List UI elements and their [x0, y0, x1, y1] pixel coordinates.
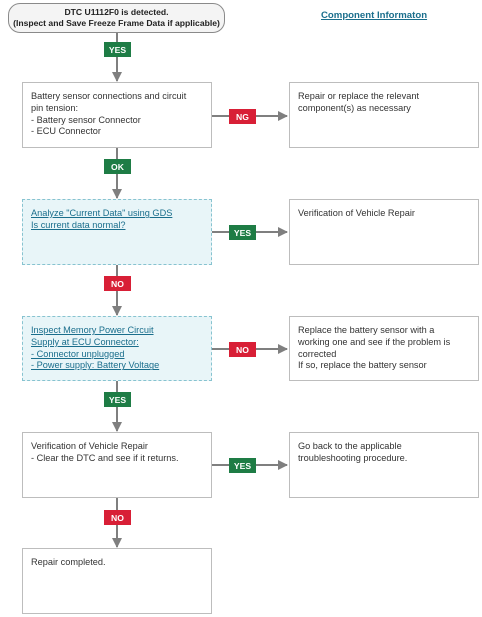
step3-link[interactable]: Inspect Memory Power Circuit	[31, 325, 154, 335]
step4-line: - Clear the DTC and see if it returns.	[31, 452, 179, 463]
step2-current-data-box	[22, 199, 212, 265]
step2-result-line: Verification of Vehicle Repair	[298, 208, 415, 218]
start-line-2: (Inspect and Save Freeze Frame Data if applicable)	[13, 18, 220, 28]
step1-inspection-box	[22, 82, 212, 148]
step3-result-line: If so, replace the battery sensor	[298, 360, 427, 371]
step1-line: - ECU Connector	[31, 126, 101, 137]
step1-result-line: Repair or replace the relevant	[298, 91, 420, 101]
step3-result-line: working one and see if the problem is	[298, 336, 451, 347]
step2-link[interactable]: Is current data normal?	[31, 219, 126, 230]
step1-result-box	[289, 82, 479, 148]
step5-repair-completed-box	[22, 548, 212, 614]
yes-badge: YES	[229, 225, 256, 240]
no-badge: NO	[104, 510, 131, 525]
ng-badge: NG	[229, 109, 256, 124]
step3-result-box	[289, 316, 479, 381]
step1-result-line: component(s) as necessary	[298, 102, 411, 113]
step1-line: Battery sensor connections and circuit	[31, 91, 187, 101]
component-information-link[interactable]: Component Informaton	[321, 10, 428, 21]
step4-line: Verification of Vehicle Repair	[31, 441, 148, 451]
yes-badge: YES	[104, 42, 131, 57]
ok-badge: OK	[104, 159, 131, 174]
start-node-dtc-detected	[8, 3, 225, 33]
step1-line: - Battery sensor Connector	[31, 114, 141, 125]
step3-link[interactable]: Supply at ECU Connector:	[31, 336, 139, 347]
step4-verification-box	[22, 432, 212, 498]
step3-link[interactable]: - Power supply: Battery Voltage	[31, 360, 160, 371]
yes-badge: YES	[104, 392, 131, 407]
step3-link[interactable]: - Connector unplugged	[31, 348, 125, 359]
step2-link[interactable]: Analyze "Current Data" using GDS	[31, 208, 173, 218]
step1-line: pin tension:	[31, 102, 78, 113]
step3-memory-power-box	[22, 316, 212, 381]
step3-result-line: corrected	[298, 348, 337, 359]
step2-result-box	[289, 199, 479, 265]
step4-result-line: Go back to the applicable	[298, 441, 402, 451]
start-line-1: DTC U1112F0 is detected.	[64, 7, 169, 17]
step4-result-box	[289, 432, 479, 498]
step3-result-line: Replace the battery sensor with a	[298, 325, 435, 335]
step5-line: Repair completed.	[31, 557, 106, 567]
no-badge: NO	[104, 276, 131, 291]
step4-result-line: troubleshooting procedure.	[298, 452, 408, 463]
yes-badge: YES	[229, 458, 256, 473]
no-badge: NO	[229, 342, 256, 357]
